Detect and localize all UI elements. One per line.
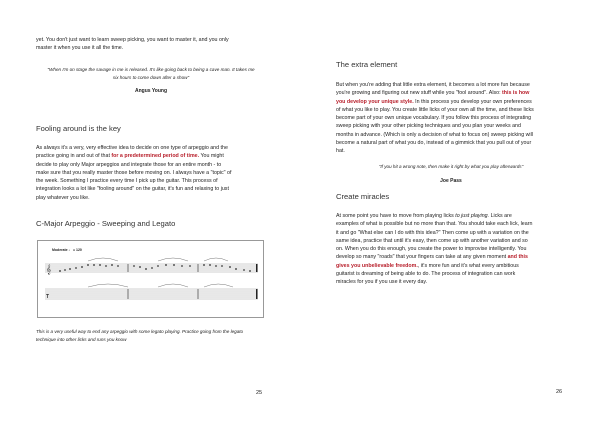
text-segment: sweep picking with your other picking techniques and you plan your weeks and (336, 123, 521, 130)
text-segment: you're growing and figuring out new stuff while you "fool around". Also: (336, 90, 503, 97)
text-line (336, 147, 566, 155)
text-segment: develop so many "roads" that your fingers can take at any given moment (336, 254, 508, 261)
text-segment: examples of what is possible but no more than that. You should take each lick, learn (336, 221, 533, 228)
quote-line: "When I'm on stage the savage in me is released. It's like going back to being a cave man. It takes me (47, 67, 255, 72)
page-number: 25 (256, 390, 263, 396)
text-line (336, 237, 566, 245)
intro-paragraph (36, 36, 266, 53)
highlighted-text: gives you unbelievable freedom. (336, 262, 418, 269)
text-line (336, 131, 566, 139)
text-segment: of what you like to play. You create little licks of your own all the time, and these licks (336, 106, 534, 113)
text-segment: miracles for you if you use it every day. (336, 279, 428, 286)
text-line (336, 89, 566, 97)
quote-line: "If you hit a wrong note, then make it right by what you play afterwards" (378, 164, 524, 169)
image-caption (36, 328, 266, 344)
quote-block (36, 66, 266, 94)
notation-graphic (38, 241, 263, 317)
text-segment: Licks are (489, 213, 512, 219)
text-segment: become part of your own unique vocabulary. If you follow this process of integrating (336, 115, 532, 122)
text-segment: same idea, practice that until it's easy, then come up with another variation and so (336, 237, 528, 244)
text-line (336, 139, 566, 147)
text-segment: play whatever you like. (36, 194, 90, 201)
heading-extra-element: The extra element (336, 60, 398, 69)
paragraph (36, 144, 266, 202)
paragraph (336, 212, 566, 287)
text-line (336, 122, 566, 130)
text-line: master it when you use it all the time. (36, 45, 124, 52)
text-segment: become a natural part of what you do, instead of a gimmick that you pull out of your (336, 140, 532, 147)
text-segment: You might (199, 153, 224, 160)
text-line (36, 144, 266, 152)
text-segment: integration looks a lot like "fooling around" on the guitar, it's fun and relaxing to just (36, 186, 229, 193)
text-line (336, 98, 566, 106)
tempo-marking: Moderate ♩ = 120 (52, 248, 82, 252)
text-line (36, 152, 266, 160)
text-segment: In this process you develop your own preferences (413, 98, 532, 105)
text-line (36, 177, 266, 185)
text-segment: , it's more fun and it's what every ambitious (417, 262, 519, 269)
text-line (336, 262, 566, 270)
sheet-music-image (37, 240, 264, 318)
text-segment: the week. Something I practice every time I pick up the guitar. This process of (36, 178, 218, 185)
text-line (36, 161, 266, 169)
text-segment: hat. (336, 148, 345, 155)
text-segment: As always it's a very, very effective idea to decide on one type of arpeggio and the (36, 145, 228, 151)
text-segment: months in advance. (Which is only a decision of what to focus on) sweep picking will (336, 131, 533, 138)
highlighted-text: for a predetermined period of time. (111, 153, 200, 160)
text-segment: it and go "What else can I do with this idea?" Then come up with a variation on the (336, 229, 529, 236)
text-line (336, 106, 566, 114)
text-line (336, 220, 566, 228)
text-line: yet. You don't just want to learn sweep picking, you want to master it, and you only (36, 37, 229, 43)
heading-fooling-around: Fooling around is the key (36, 124, 121, 133)
quote-line: six hours to come down after a show" (112, 74, 190, 80)
text-line (336, 114, 566, 122)
svg-text:𝄞: 𝄞 (46, 264, 52, 274)
page-26 (300, 0, 600, 424)
highlighted-text: you develop your unique style. (336, 98, 414, 105)
highlighted-text: and this (507, 254, 528, 261)
highlighted-text: this is how (502, 90, 530, 97)
text-line (36, 194, 266, 202)
text-line (336, 212, 566, 220)
text-segment: make sure that you really master those before moving on. I always have a "topic" of (36, 169, 232, 176)
text-segment: At some point you have to move from playing licks (336, 213, 456, 219)
paragraph (336, 81, 566, 156)
text-segment: on. When you do this enough, you create the power to improvise intelligently. You (336, 246, 527, 253)
caption-line: technique into other licks and runs you know (36, 337, 127, 342)
text-segment: guitarist is dreaming of being able to do. The process of integration can work (336, 271, 516, 278)
text-line (336, 245, 566, 253)
text-segment: practice going in and out of that (36, 153, 112, 160)
caption-line: This is a very useful way to end any arpeggio with some legato playing. Practice going from the legato (36, 329, 244, 334)
text-line (36, 185, 266, 193)
text-line (336, 270, 566, 278)
quote-author: Joe Pass (440, 178, 462, 184)
italic-text: to just playing. (455, 213, 490, 219)
text-segment: But when you're adding that little extra element, it becomes a lot more fun because (336, 82, 530, 88)
text-line (336, 253, 566, 261)
quote-author: Angus Young (134, 88, 168, 94)
heading-create-miracles: Create miracles (336, 192, 390, 201)
text-segment: decide to play only Major arpeggios and integrate those for an entire month - to (36, 161, 222, 168)
text-line (36, 169, 266, 177)
page-number: 26 (556, 389, 563, 395)
text-line (336, 81, 566, 89)
text-line (336, 229, 566, 237)
heading-c-major-arpeggio: C-Major Arpeggio - Sweeping and Legato (36, 219, 176, 228)
text-line (336, 278, 566, 286)
svg-text:T: T (46, 294, 50, 300)
